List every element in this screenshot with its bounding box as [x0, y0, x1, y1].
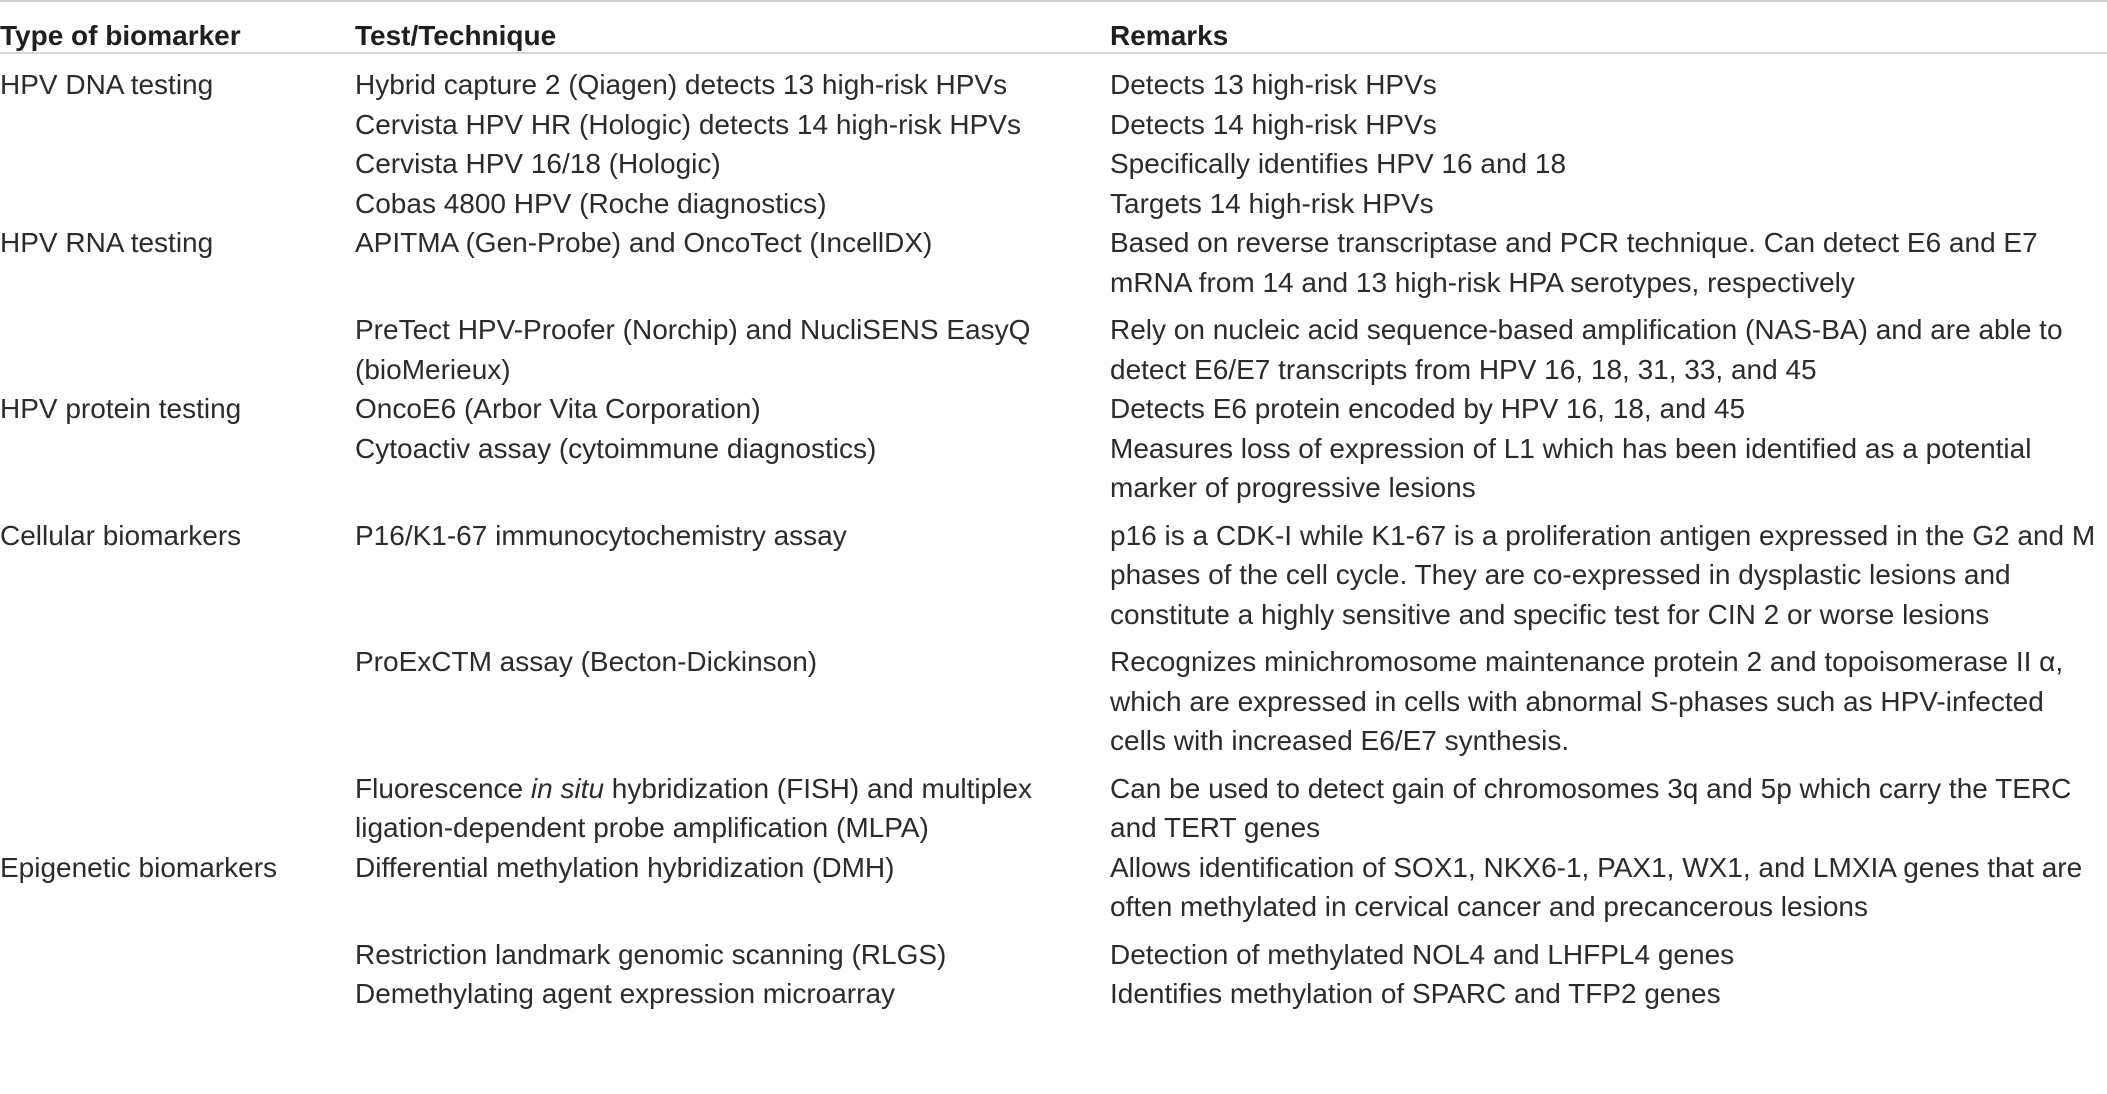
cell-remarks: Based on reverse transcriptase and PCR technique. Can detect E6 and E7 mRNA from 14 and 13 high-risk HPA serotypes, respectively	[1110, 227, 2038, 298]
cell-test: Cytoactiv assay (cytoimmune diagnostics)	[355, 432, 877, 464]
cell-remarks: Measures loss of expression of L1 which has been identified as a potential marker of progressive lesions	[1110, 432, 2032, 503]
cell-type: Cellular biomarkers	[0, 519, 242, 551]
table-row	[0, 974, 2107, 1014]
cell-remarks: Detects E6 protein encoded by HPV 16, 18, and 45	[1110, 393, 1746, 424]
header-remarks: Remarks	[1110, 1, 2107, 53]
cell-remarks: p16 is a CDK-I while K1-67 is a proliferation antigen expressed in the G2 and M phases of the cell cycle. They are co-expressed in dysplastic lesions and constitute a highly sensitive and specific test for CIN 2 or worse lesions	[1110, 519, 2096, 630]
cell-test: ProExCTM assay (Becton-Dickinson)	[355, 646, 818, 677]
cell-type	[0, 302, 355, 389]
cell-type: HPV protein testing	[0, 393, 242, 424]
cell-test-pre: Fluorescence	[355, 772, 531, 804]
cell-remarks: Detects 13 high-risk HPVs	[1110, 69, 1437, 100]
table-row	[0, 144, 2107, 184]
cell-test: P16/K1-67 immunocytochemistry assay	[355, 519, 847, 551]
table-row	[0, 223, 2107, 302]
cell-type	[0, 184, 355, 224]
cell-remarks: Specifically identifies HPV 16 and 18	[1110, 148, 1567, 179]
cell-remarks: Recognizes minichromosome maintenance protein 2 and topoisomerase II α, which are expressed in cells with abnormal S-phases such as HPV-infected cells with increased E6/E7 synthesis.	[1110, 646, 2064, 756]
cell-remarks: Identifies methylation of SPARC and TFP2 genes	[1110, 978, 1721, 1009]
cell-remarks: Allows identification of SOX1, NKX6-1, PAX1, WX1, and LMXIA genes that are often methylated in cervical cancer and precancerous lesions	[1110, 851, 2083, 922]
cell-test: Cervista HPV HR (Hologic) detects 14 high-risk HPVs	[355, 108, 1021, 140]
table-row	[0, 429, 2107, 508]
cell-test: PreTect HPV-Proofer (Norchip) and NucliSENS EasyQ (bioMerieux)	[355, 314, 1031, 385]
cell-type	[0, 429, 355, 508]
cell-test-post: hybridization (FISH) and multiplex ligation-dependent probe amplification (MLPA)	[355, 772, 1032, 843]
cell-type	[0, 761, 355, 848]
table-row	[0, 105, 2107, 145]
table-row	[0, 302, 2107, 389]
cell-test: OncoE6 (Arbor Vita Corporation)	[355, 393, 761, 424]
cell-remarks: Rely on nucleic acid sequence-based amplification (NAS-BA) and are able to detect E6/E7 transcripts from HPV 16, 18, 31, 33, and 45	[1110, 314, 2063, 385]
table-row	[0, 184, 2107, 224]
cell-test: Differential methylation hybridization (DMH)	[355, 851, 895, 883]
cell-test	[355, 761, 1110, 848]
cell-test: Cervista HPV 16/18 (Hologic)	[355, 148, 721, 179]
cell-type	[0, 927, 355, 975]
table-row	[0, 927, 2107, 975]
table-row	[0, 53, 2107, 105]
table-row	[0, 761, 2107, 848]
cell-remarks: Detects 14 high-risk HPVs	[1110, 108, 1437, 140]
cell-type: HPV DNA testing	[0, 69, 214, 100]
cell-type: Epigenetic biomarkers	[0, 851, 278, 883]
table-row	[0, 848, 2107, 927]
cell-test: Restriction landmark genomic scanning (RLGS)	[355, 938, 947, 970]
cell-type	[0, 144, 355, 184]
cell-test: Hybrid capture 2 (Qiagen) detects 13 high-risk HPVs	[355, 69, 1008, 100]
cell-type	[0, 974, 355, 1014]
cell-remarks: Targets 14 high-risk HPVs	[1110, 187, 1434, 219]
cell-type: HPV RNA testing	[0, 227, 214, 258]
cell-remarks: Detection of methylated NOL4 and LHFPL4 genes	[1110, 938, 1735, 970]
header-type: Type of biomarker	[0, 1, 355, 53]
table-row	[0, 389, 2107, 429]
cell-test: APITMA (Gen-Probe) and OncoTect (IncellDX)	[355, 227, 933, 258]
cell-test-italic: in situ	[530, 772, 605, 804]
cell-test: Demethylating agent expression microarray	[355, 978, 896, 1009]
cell-type	[0, 634, 355, 761]
header-row	[0, 1, 2107, 53]
cell-test: Cobas 4800 HPV (Roche diagnostics)	[355, 187, 827, 219]
table-row	[0, 508, 2107, 635]
table-row	[0, 634, 2107, 761]
header-test: Test/Technique	[355, 1, 1110, 53]
cell-type	[0, 105, 355, 145]
cell-remarks: Can be used to detect gain of chromosomes 3q and 5p which carry the TERC and TERT genes	[1110, 772, 2072, 843]
